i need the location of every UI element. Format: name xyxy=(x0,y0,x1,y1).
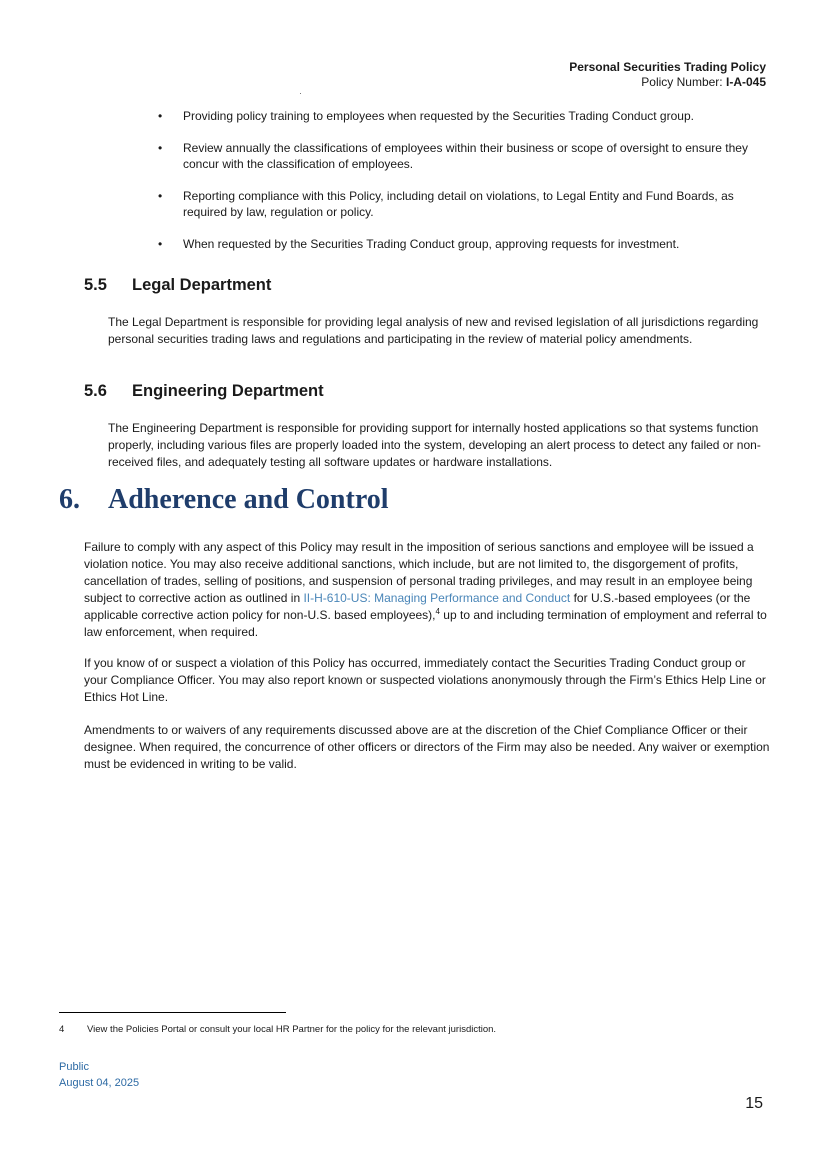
classification-label: Public xyxy=(59,1061,89,1073)
footer-date: August 04, 2025 xyxy=(59,1077,140,1089)
footnote xyxy=(59,1024,496,1035)
bullet-icon: • xyxy=(158,188,163,203)
policy-number-value: I-A-045 xyxy=(725,75,766,89)
policy-link[interactable]: II-H-610-US: Managing Performance and Conduct xyxy=(303,591,571,605)
sanctions-text: up to and including termination of employment and referral to law enforcement, when required. xyxy=(84,608,767,639)
section-title: Legal Department xyxy=(132,276,272,294)
section-number: 6. xyxy=(59,484,80,515)
policy-number-label: Policy Number: xyxy=(641,75,726,89)
list-item-text: When requested by the Securities Trading Conduct group, approving requests for investment. xyxy=(183,236,680,251)
bullet-icon: • xyxy=(158,236,163,251)
footnote-ref[interactable]: 4 xyxy=(435,607,440,616)
list-item xyxy=(157,108,769,125)
footnote-text: View the Policies Portal or consult your local HR Partner for the policy for the relevant jurisdiction. xyxy=(87,1024,497,1035)
list-item xyxy=(157,236,769,253)
report-violation-paragraph: If you know of or suspect a violation of this Policy has occurred, immediately contact the Securities Trading Conduct group or your Compliance Officer. You may also report known or suspected violations anonymously through the Firm’s Ethics Help Line or Ethics Hot Line. xyxy=(84,656,766,704)
page-footer xyxy=(59,1059,139,1091)
responsibility-list xyxy=(157,108,769,267)
list-item-text: Providing policy training to employees when requested by the Securities Trading Conduct group. xyxy=(183,109,694,123)
sanctions-text: Failure to comply with any aspect of this Policy may result in the imposition of serious sanctions and employee will be issued a violation notice. You may also receive additional sanctions, which include, but are not limited to, the disgorgement of profits, cancellation of trades, selling of positions, and suspension of personal trading privileges, and may result in an employee being subject to corrective action as outlined in xyxy=(84,540,754,605)
bullet-icon: • xyxy=(158,109,163,123)
list-item-text: Review annually the classifications of employees within their business or scope of oversight to ensure they concur with the classification of employees. xyxy=(183,140,748,171)
section-number: 5.5 xyxy=(84,276,107,294)
header-title: Personal Securities Trading Policy xyxy=(569,60,766,74)
page-number: 15 xyxy=(745,1095,763,1112)
footnote-number: 4 xyxy=(59,1024,65,1035)
stray-dot xyxy=(300,93,301,94)
list-item xyxy=(157,140,769,173)
section-5-6-body: The Engineering Department is responsible for providing support for internally hosted applications so that systems function properly, including various files are properly loaded into the system, developing an alert process to detect any failed or non-received files, and adequately testing all software updates or hardware installations. xyxy=(108,421,761,469)
header-policy-number xyxy=(569,75,766,90)
list-item xyxy=(157,188,769,221)
section-5-6-heading xyxy=(84,382,324,401)
section-5-5-body: The Legal Department is responsible for providing legal analysis of new and revised legislation of all jurisdictions regarding personal securities trading laws and regulations and participating in the review of material policy amendments. xyxy=(108,315,759,346)
sanctions-text: for U.S.-based employees (or the applicable corrective action policy for non-U.S. based employees), xyxy=(84,591,751,622)
section-6-heading xyxy=(59,484,389,516)
section-number: 5.6 xyxy=(84,382,107,400)
section-title: Engineering Department xyxy=(132,382,324,400)
sanctions-paragraph xyxy=(84,539,768,641)
amendments-paragraph: Amendments to or waivers of any requirements discussed above are at the discretion of the Chief Compliance Officer or their designee. When required, the concurrence of other officers or directors of the Firm may also be needed. Any waiver or exemption must be evidenced in writing to be valid. xyxy=(84,723,770,771)
section-title: Adherence and Control xyxy=(108,484,389,515)
list-item-text: Reporting compliance with this Policy, including detail on violations, to Legal Entity and Fund Boards, as required by law, regulation or policy. xyxy=(183,188,734,219)
page-header xyxy=(569,60,766,90)
section-5-5-heading xyxy=(84,276,271,295)
footnote-divider xyxy=(59,1012,286,1013)
bullet-icon: • xyxy=(158,140,163,155)
